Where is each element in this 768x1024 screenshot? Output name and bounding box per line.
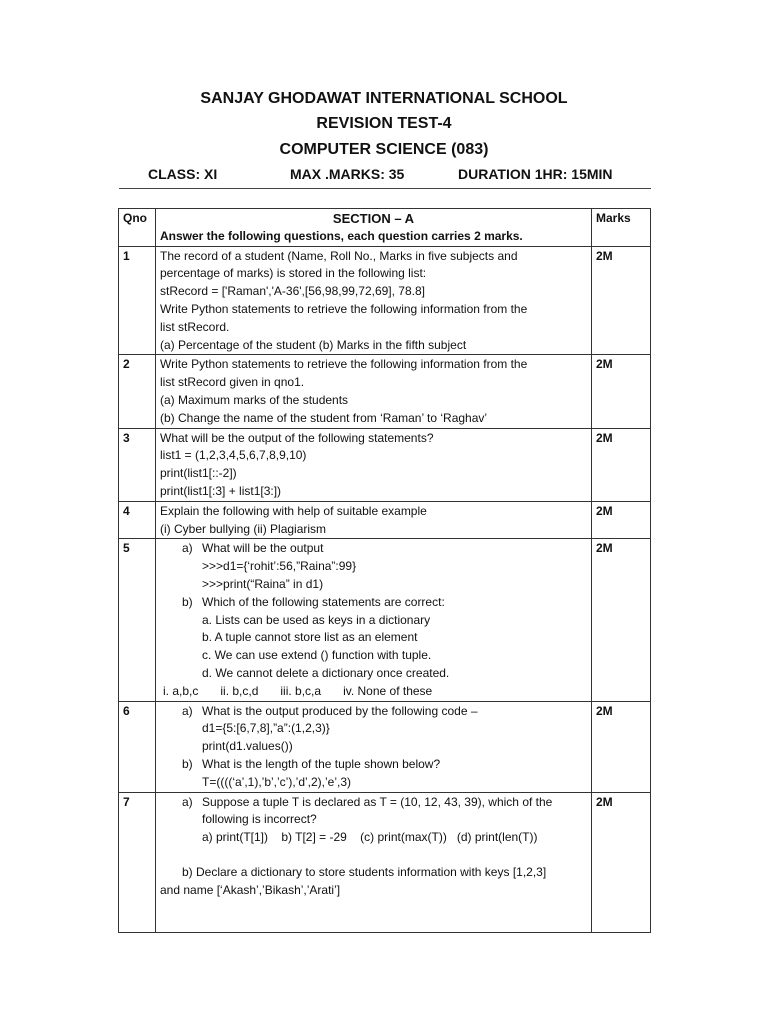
sub-label: a) <box>182 794 193 809</box>
answer-option: i. a,b,c <box>163 683 199 698</box>
question-row <box>119 428 651 501</box>
question-row <box>119 701 651 792</box>
question-text <box>156 246 592 355</box>
max-marks-label: MAX .MARKS: 35 <box>290 166 405 182</box>
question-line: What will be the output of the following statements? <box>160 430 434 445</box>
subquestion-a <box>160 540 587 558</box>
school-name: SANJAY GHODAWAT INTERNATIONAL SCHOOL <box>200 90 568 107</box>
question-number: 1 <box>119 246 156 355</box>
sub-label: a) <box>182 703 193 718</box>
question-number: 4 <box>119 501 156 539</box>
question-line: >>>d1={‘rohit’:56,”Raina”:99} <box>202 559 357 574</box>
question-line: b. A tuple cannot store list as an element <box>202 630 418 645</box>
subquestion-b <box>160 756 587 774</box>
sub-label: b) <box>182 756 193 771</box>
question-marks: 2M <box>592 501 651 539</box>
section-header-cell <box>156 209 592 247</box>
question-line: Write Python statements to retrieve the following information from the <box>160 301 528 316</box>
question-line: a. Lists can be used as keys in a dictionary <box>202 612 431 627</box>
subquestion-a <box>160 703 587 721</box>
question-marks: 2M <box>592 246 651 355</box>
question-text <box>156 539 592 701</box>
question-line: stRecord = ['Raman','A-36',[56,98,99,72,69], 78.8] <box>160 284 425 299</box>
answer-option: iv. None of these <box>343 683 433 698</box>
subquestion-b: b) Declare a dictionary to store students information with keys [1,2,3] <box>182 864 547 879</box>
question-line: Explain the following with help of suitable example <box>160 503 427 518</box>
question-line: What is the output produced by the following code – <box>202 703 478 718</box>
question-line: T=((((‘a’,1),’b’,’c’),’d’,2),’e’,3) <box>202 774 352 789</box>
question-row <box>119 501 651 539</box>
question-text <box>156 701 592 792</box>
subquestion-a <box>160 794 587 812</box>
header-divider <box>119 188 651 189</box>
section-header-row <box>119 209 651 247</box>
question-marks: 2M <box>592 701 651 792</box>
subquestion-b <box>160 594 587 612</box>
question-line: What is the length of the tuple shown below? <box>202 756 441 771</box>
class-label: CLASS: XI <box>148 166 218 182</box>
question-line: and name [‘Akash’,’Bikash’,’Arati’] <box>160 882 341 897</box>
answer-option: ii. b,c,d <box>220 683 259 698</box>
marks-header: Marks <box>592 209 651 247</box>
question-line: list1 = (1,2,3,4,5,6,7,8,9,10) <box>160 448 307 463</box>
question-text <box>156 501 592 539</box>
question-row <box>119 246 651 355</box>
question-line: print(list1[:3] + list1[3:]) <box>160 483 282 498</box>
question-line: list stRecord given in qno1. <box>160 375 305 390</box>
question-row <box>119 355 651 428</box>
sub-label: b) <box>182 594 193 609</box>
question-marks: 2M <box>592 539 651 701</box>
question-line: (a) Maximum marks of the students <box>160 392 349 407</box>
question-line: Which of the following statements are correct: <box>202 594 445 609</box>
question-line: list stRecord. <box>160 319 230 334</box>
question-text <box>156 428 592 501</box>
question-marks: 2M <box>592 355 651 428</box>
question-number: 7 <box>119 792 156 932</box>
question-line: print(list1[::-2]) <box>160 466 237 481</box>
question-line: Suppose a tuple T is declared as T = (10, 12, 43, 39), which of the <box>202 794 553 809</box>
answer-options <box>160 683 587 701</box>
question-number: 3 <box>119 428 156 501</box>
question-line: What will be the output <box>202 541 324 556</box>
question-text <box>156 355 592 428</box>
question-line: print(d1.values()) <box>202 739 293 754</box>
question-text <box>156 792 592 932</box>
test-title: REVISION TEST-4 <box>316 115 452 132</box>
question-line: percentage of marks) is stored in the following list: <box>160 266 427 281</box>
question-line: Write Python statements to retrieve the following information from the <box>160 357 528 372</box>
duration-label: DURATION 1HR: 15MIN <box>458 166 613 182</box>
question-number: 5 <box>119 539 156 701</box>
subject-title: COMPUTER SCIENCE (083) <box>279 141 489 158</box>
question-line: d. We cannot delete a dictionary once created. <box>202 665 450 680</box>
answer-option: iii. b,c,a <box>280 683 322 698</box>
question-row <box>119 539 651 701</box>
blank-line <box>160 847 587 864</box>
question-marks: 2M <box>592 428 651 501</box>
question-number: 2 <box>119 355 156 428</box>
question-line: following is incorrect? <box>202 812 317 827</box>
questions-table <box>118 208 651 933</box>
section-instruction: Answer the following questions, each question carries 2 marks. <box>160 228 523 243</box>
question-line: (b) Change the name of the student from ‘Raman’ to ‘Raghav’ <box>160 410 488 425</box>
question-line: (i) Cyber bullying (ii) Plagiarism <box>160 521 327 536</box>
question-marks: 2M <box>592 792 651 932</box>
section-title: SECTION – A <box>332 211 415 226</box>
question-line: c. We can use extend () function with tuple. <box>202 648 432 663</box>
question-number: 6 <box>119 701 156 792</box>
qno-header: Qno <box>119 209 156 247</box>
question-row <box>119 792 651 932</box>
question-line: The record of a student (Name, Roll No., Marks in five subjects and <box>160 248 518 263</box>
question-options-line: a) print(T[1]) b) T[2] = -29 (c) print(max(T)) (d) print(len(T)) <box>202 830 538 845</box>
question-line: d1={5:[6,7,8],”a”:(1,2,3)} <box>202 721 330 736</box>
sub-label: a) <box>182 541 193 556</box>
question-line: >>>print(“Raina” in d1) <box>202 576 324 591</box>
question-line: (a) Percentage of the student (b) Marks in the fifth subject <box>160 337 467 352</box>
